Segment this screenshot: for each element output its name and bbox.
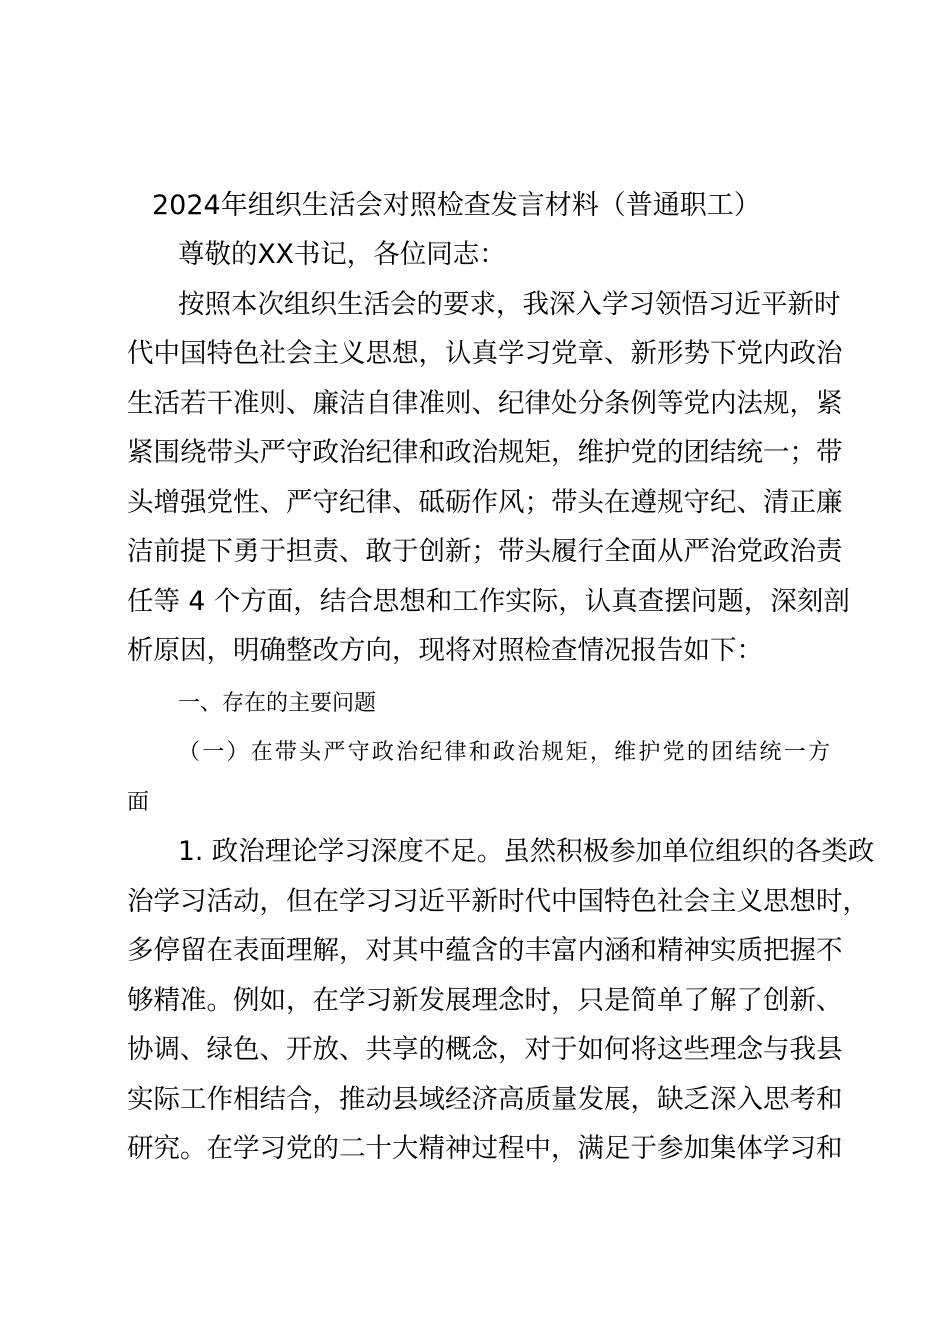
intro-line: 洁前提下勇于担责、敢于创新；带头履行全面从严治党政治责 xyxy=(127,536,843,567)
intro-line: 任等 4 个方面，结合思想和工作实际，认真查摆问题，深刻剖 xyxy=(127,586,850,617)
intro-line: 按照本次组织生活会的要求，我深入学习领悟习近平新时 xyxy=(178,289,841,320)
intro-line: 生活若干准则、廉洁自律准则、纪律处分条例等党内法规，紧 xyxy=(127,388,843,419)
document-title: 2024年组织生活会对照检查发言材料（普通职工） xyxy=(152,190,761,221)
item-line: 协调、绿色、开放、共享的概念，对于如何将这些理念与我县 xyxy=(127,1034,843,1065)
intro-line: 代中国特色社会主义思想，认真学习党章、新形势下党内政治 xyxy=(127,338,843,369)
subsection-heading: （一）在带头严守政治纪律和政治规矩，维护党的团结统一方 xyxy=(178,740,830,765)
intro-line: 头增强党性、严守纪律、砥砺作风；带头在遵规守纪、清正廉 xyxy=(127,487,843,518)
intro-line: 紧围绕带头严守政治纪律和政治规矩，维护党的团结统一；带 xyxy=(127,437,843,468)
item-line: 够精准。例如，在学习新发展理念时，只是简单了解了创新、 xyxy=(127,985,843,1016)
section-heading: 一、存在的主要问题 xyxy=(178,691,377,716)
item-line: 实际工作相结合，推动县域经济高质量发展，缺乏深入思考和 xyxy=(127,1084,843,1115)
item-line: 治学习活动，但在学习习近平新时代中国特色社会主义思想时， xyxy=(127,886,869,917)
subsection-heading: 面 xyxy=(127,790,150,815)
item-line: 1. 政治理论学习深度不足。虽然积极参加单位组织的各类政 xyxy=(178,836,875,867)
item-line: 研究。在学习党的二十大精神过程中，满足于参加集体学习和 xyxy=(127,1133,843,1164)
salutation: 尊敬的XX书记，各位同志： xyxy=(178,239,506,270)
item-line: 多停留在表面理解，对其中蕴含的丰富内涵和精神实质把握不 xyxy=(127,935,843,966)
intro-line: 析原因，明确整改方向，现将对照检查情况报告如下： xyxy=(127,635,763,666)
